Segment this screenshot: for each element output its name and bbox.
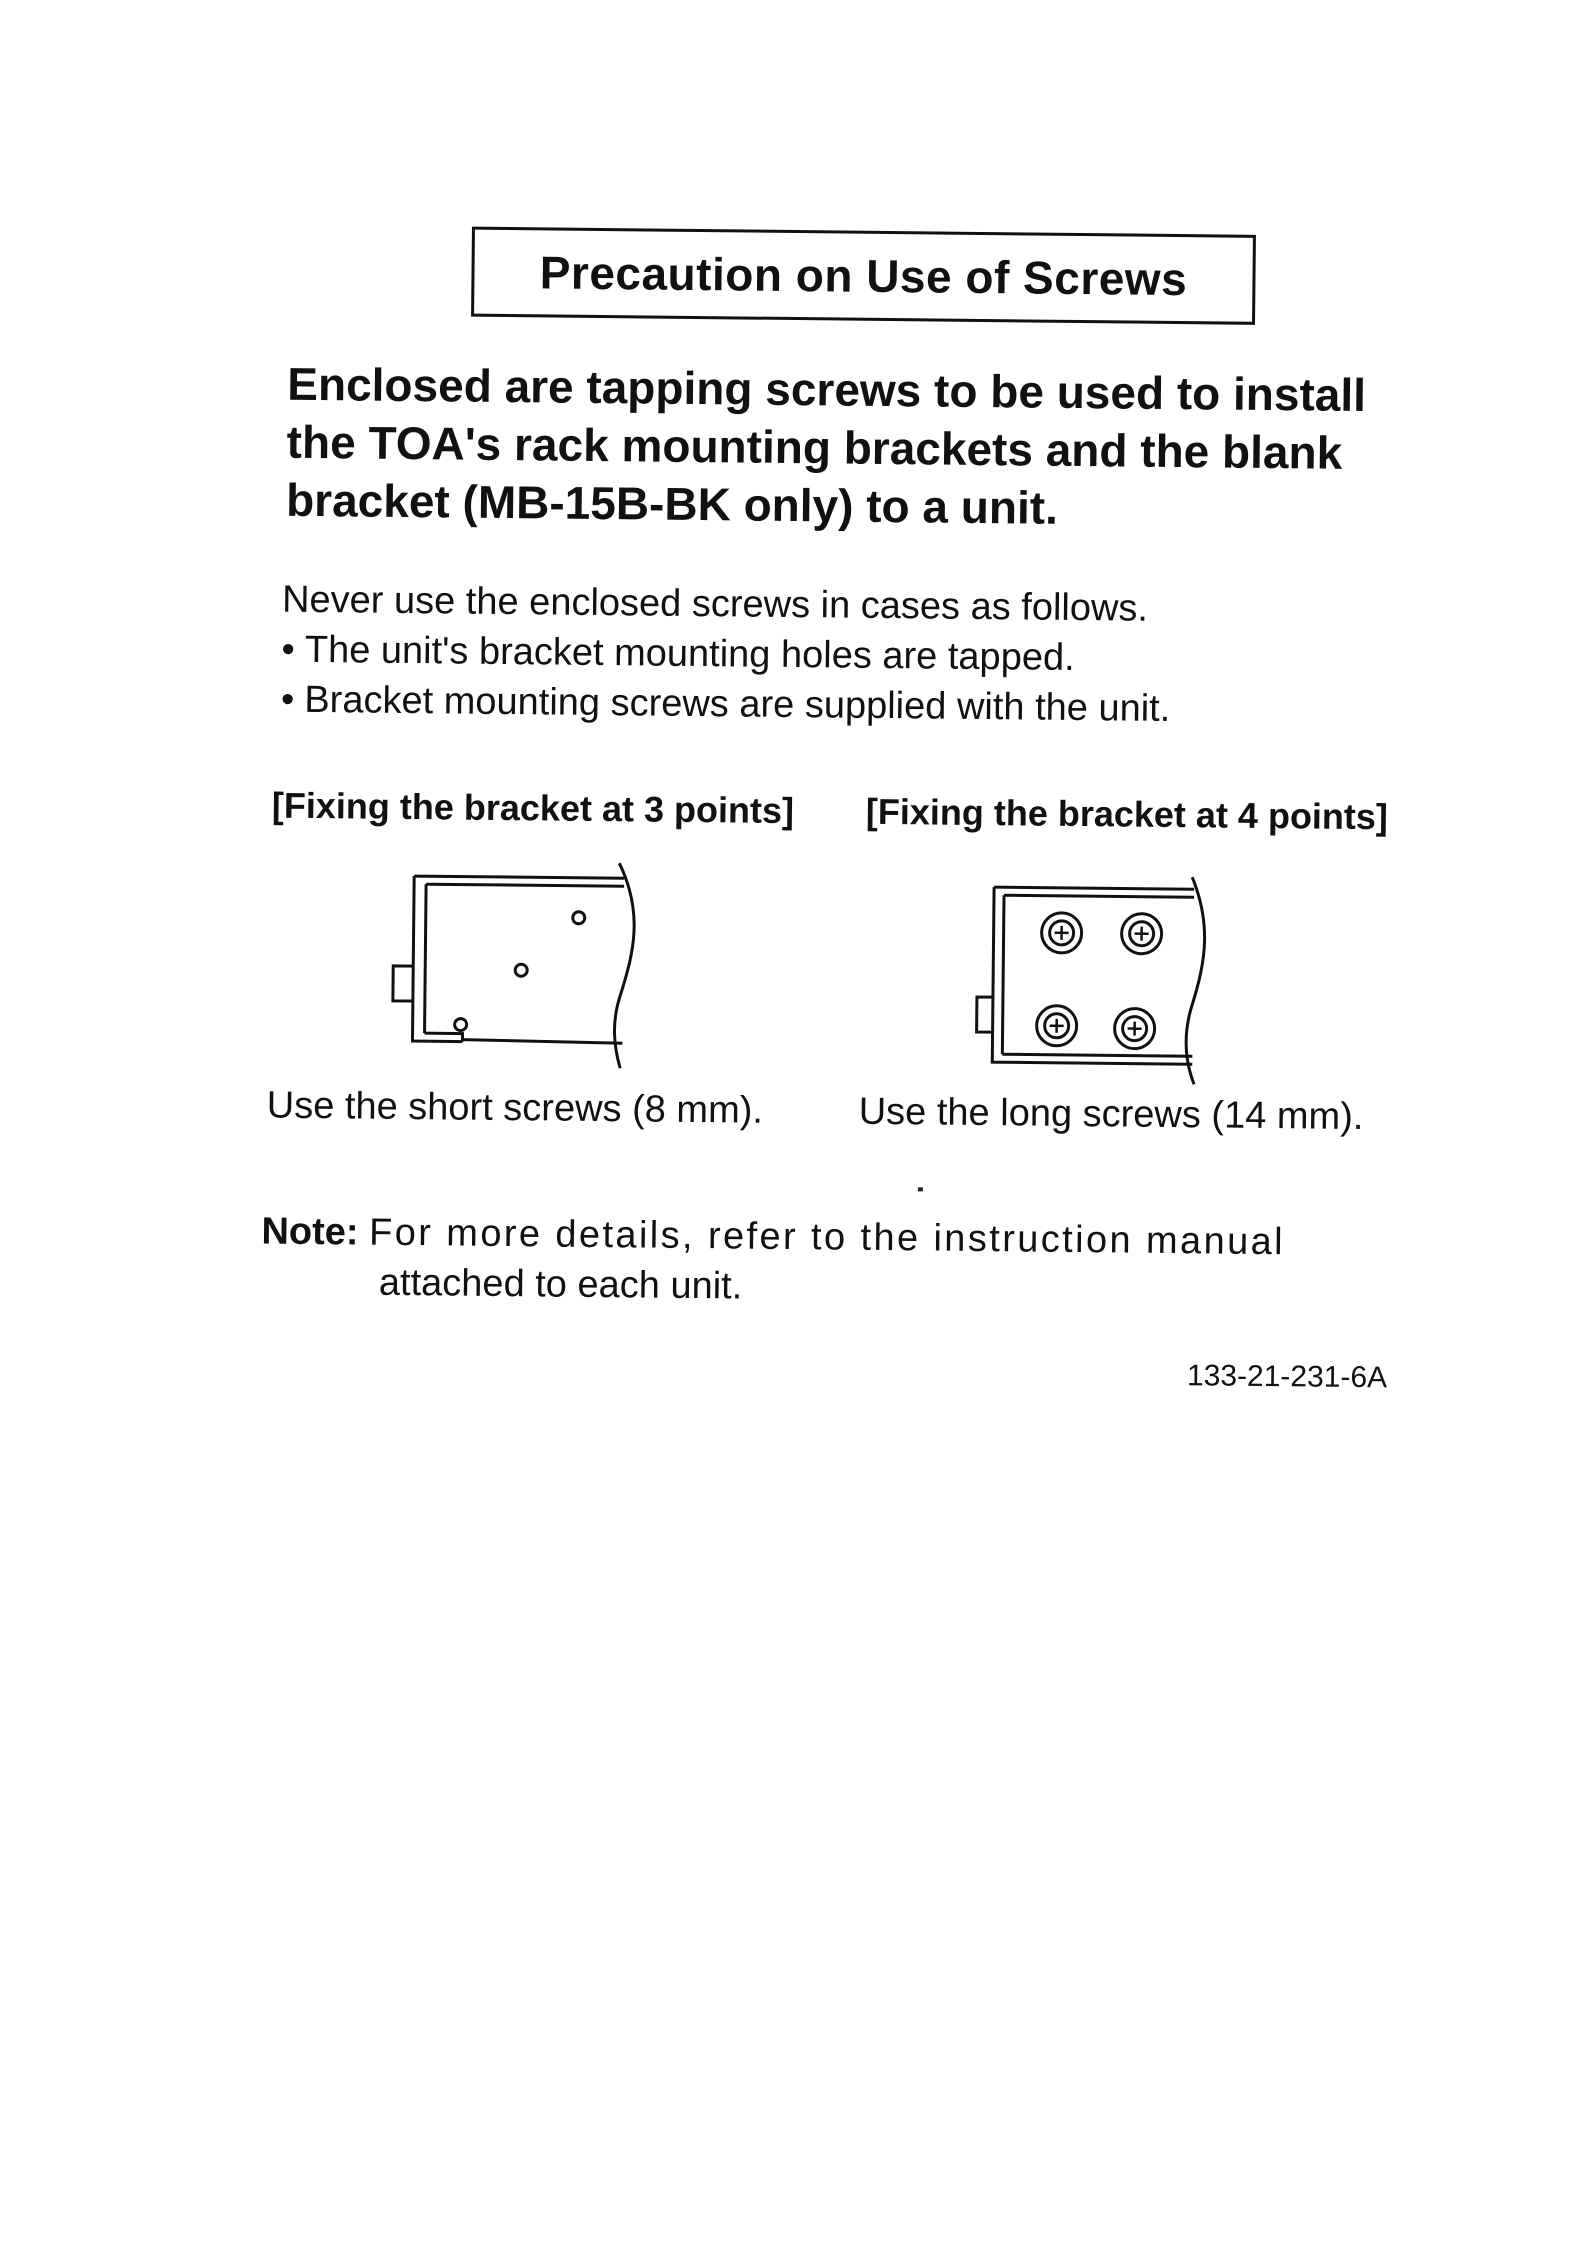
page-title: Precaution on Use of Screws bbox=[471, 227, 1256, 325]
three-point-bracket-diagram bbox=[382, 851, 644, 1074]
list-item: • Bracket mounting screws are supplied with the unit. bbox=[281, 675, 1431, 737]
screw-icon bbox=[1114, 1008, 1154, 1048]
intro-paragraph: Enclosed are tapping screws to be used to install the TOA's rack mounting brackets and the blank bracket (MB-15B-BK only) to a unit. bbox=[285, 357, 1367, 534]
screw-icon bbox=[1041, 913, 1081, 953]
note-text-line2: attached to each unit. bbox=[378, 1261, 743, 1308]
print-speck bbox=[918, 1187, 923, 1191]
list-item: • The unit's bracket mounting holes are tapped. bbox=[281, 625, 1431, 687]
note-label: Note: bbox=[261, 1210, 359, 1254]
screw-icon bbox=[1121, 913, 1161, 953]
never-use-lead: Never use the enclosed screws in cases as follows. bbox=[281, 578, 1149, 630]
four-point-heading: [Fixing the bracket at 4 points] bbox=[865, 790, 1389, 838]
never-use-section bbox=[281, 575, 1433, 737]
never-use-list bbox=[281, 625, 1432, 737]
document-code: 133-21-231-6A bbox=[1186, 1359, 1388, 1395]
three-point-heading: [Fixing the bracket at 3 points] bbox=[271, 784, 795, 832]
three-point-caption: Use the short screws (8 mm). bbox=[266, 1084, 764, 1132]
four-point-caption: Use the long screws (14 mm). bbox=[858, 1090, 1364, 1139]
screw-icon bbox=[1036, 1006, 1076, 1046]
four-point-bracket-diagram bbox=[962, 857, 1224, 1090]
note-text-line1: For more details, refer to the instruction manual bbox=[368, 1211, 1286, 1264]
note-section bbox=[261, 1206, 1427, 1318]
